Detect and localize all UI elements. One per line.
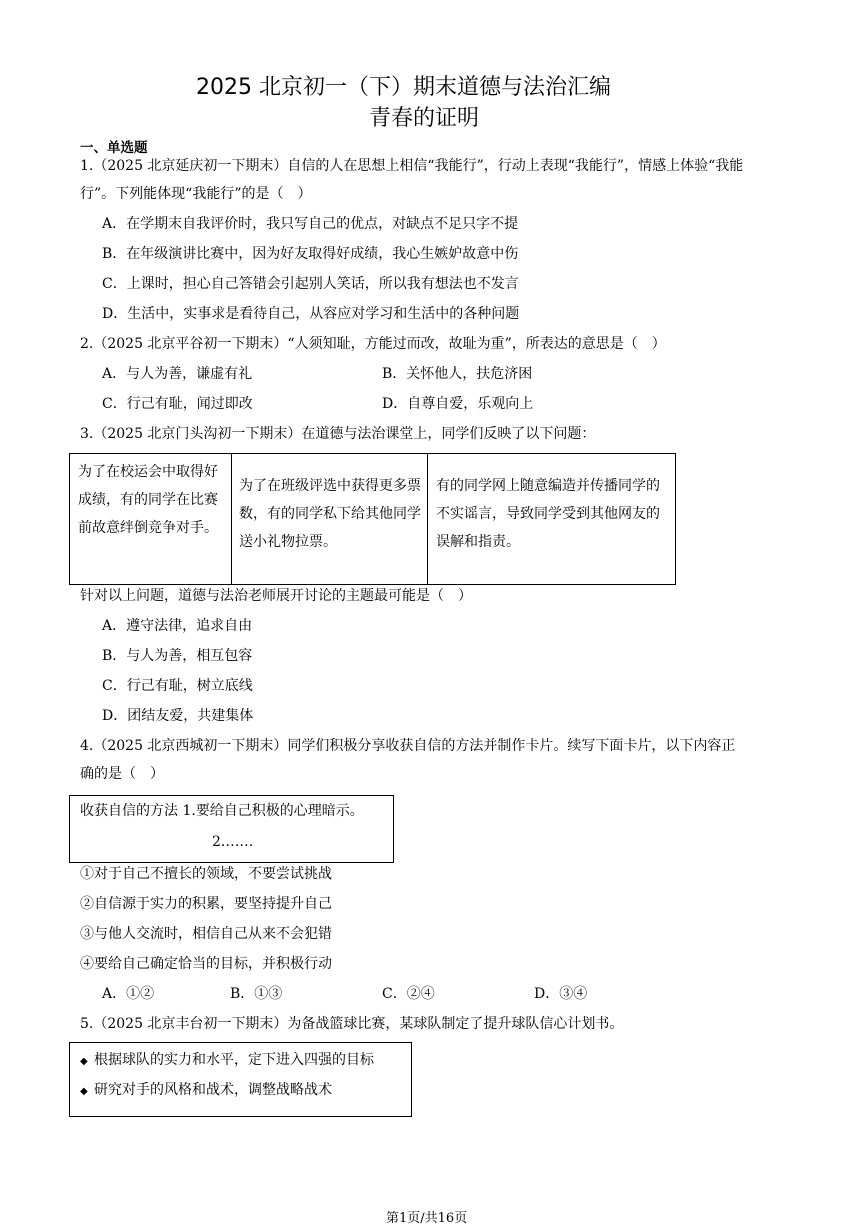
q1-option-c: C．上课时，担心自己答错会引起别人笑话，所以我有想法也不发言: [102, 276, 519, 292]
question-3-stem: 3.（2025 北京门头沟初一下期末）在道德与法治课堂上，同学们反映了以下问题：: [80, 426, 596, 442]
q4-option-d: D．③④: [534, 986, 588, 1002]
table-cell-3: 有的同学网上随意编造并传播同学的不实谣言，导致同学受到其他网友的误解和指责。: [436, 478, 660, 550]
q1-option-a: A．在学期末自我评价时，我只写自己的优点，对缺点不足只字不提: [102, 216, 519, 232]
page-subtitle: 青春的证明: [369, 106, 480, 131]
q4-statement-4: ④要给自己确定恰当的目标，并积极行动: [80, 956, 332, 972]
q3-problem-table: [69, 453, 676, 585]
plan-item-text: 研究对手的风格和战术，调整战略战术: [94, 1082, 332, 1098]
page-number: 第1页/共16页: [386, 1211, 468, 1226]
q5-plan-box: [69, 1042, 412, 1117]
section-heading: 一、单选题: [80, 140, 148, 156]
q4-option-b: B．①③: [230, 986, 283, 1002]
q2-option-b: B．关怀他人，扶危济困: [382, 366, 533, 382]
q3-option-c: C．行己有耻，树立底线: [102, 678, 253, 694]
q2-option-a: A．与人为善，谦虚有礼: [102, 366, 253, 382]
plan-item-1: [80, 1050, 374, 1072]
q3-option-a: A．遵守法律，追求自由: [102, 618, 253, 634]
q2-option-d: D．自尊自爱，乐观向上: [382, 396, 534, 412]
page-title: 2025 北京初一（下）期末道德与法治汇编: [196, 75, 611, 100]
q4-statement-2: ②自信源于实力的积累，要坚持提升自己: [80, 896, 332, 912]
diamond-bullet-icon: ◆: [80, 1056, 88, 1067]
table-cell-1: 为了在校运会中取得好成绩，有的同学在比赛前故意绊倒竞争对手。: [78, 464, 218, 536]
q1-option-d: D．生活中，实事求是看待自己，从容应对学习和生活中的各种问题: [102, 306, 520, 322]
card-line-1: 收获自信的方法 1.要给自己积极的心理暗示。: [80, 803, 364, 819]
question-1-stem-cont: 行”。下列能体现“我能行”的是（ ）: [80, 186, 312, 202]
question-2-stem: 2.（2025 北京平谷初一下期末）“人须知耻，方能过而改，故耻为重”，所表达的意思是（ ）: [80, 336, 666, 352]
table-divider: [231, 454, 232, 584]
question-4-stem-cont: 确的是（ ）: [80, 766, 164, 782]
question-4-stem: 4.（2025 北京西城初一下期末）同学们积极分享收获自信的方法并制作卡片。续写下面卡片，以下内容正: [80, 738, 736, 754]
question-5-stem: 5.（2025 北京丰台初一下期末）为备战篮球比赛，某球队制定了提升球队信心计划书。: [80, 1016, 624, 1032]
question-3-prompt: 针对以上问题，道德与法治老师展开讨论的主题最可能是（ ）: [80, 588, 472, 604]
card-line-2: 2.……: [212, 834, 254, 850]
q2-option-c: C．行己有耻，闻过即改: [102, 396, 253, 412]
table-cell-2: 为了在班级评选中获得更多票数，有的同学私下给其他同学送小礼物拉票。: [239, 478, 421, 550]
q1-option-b: B．在年级演讲比赛中，因为好友取得好成绩，我心生嫉妒故意中伤: [102, 246, 519, 262]
q4-statement-1: ①对于自己不擅长的领域，不要尝试挑战: [80, 866, 332, 882]
question-1-stem: 1.（2025 北京延庆初一下期末）自信的人在思想上相信“我能行”，行动上表现“我能行”，情感上体验“我能: [80, 158, 744, 174]
q4-option-c: C．②④: [382, 986, 435, 1002]
q3-option-b: B．与人为善，相互包容: [102, 648, 253, 664]
q4-option-a: A．①②: [102, 986, 155, 1002]
plan-item-2: [80, 1080, 332, 1102]
q4-statement-3: ③与他人交流时，相信自己从来不会犯错: [80, 926, 332, 942]
q3-option-d: D．团结友爱，共建集体: [102, 708, 254, 724]
plan-item-text: 根据球队的实力和水平，定下进入四强的目标: [94, 1052, 374, 1068]
table-divider: [427, 454, 428, 584]
diamond-bullet-icon: ◆: [80, 1086, 88, 1097]
q4-card: [69, 795, 394, 863]
